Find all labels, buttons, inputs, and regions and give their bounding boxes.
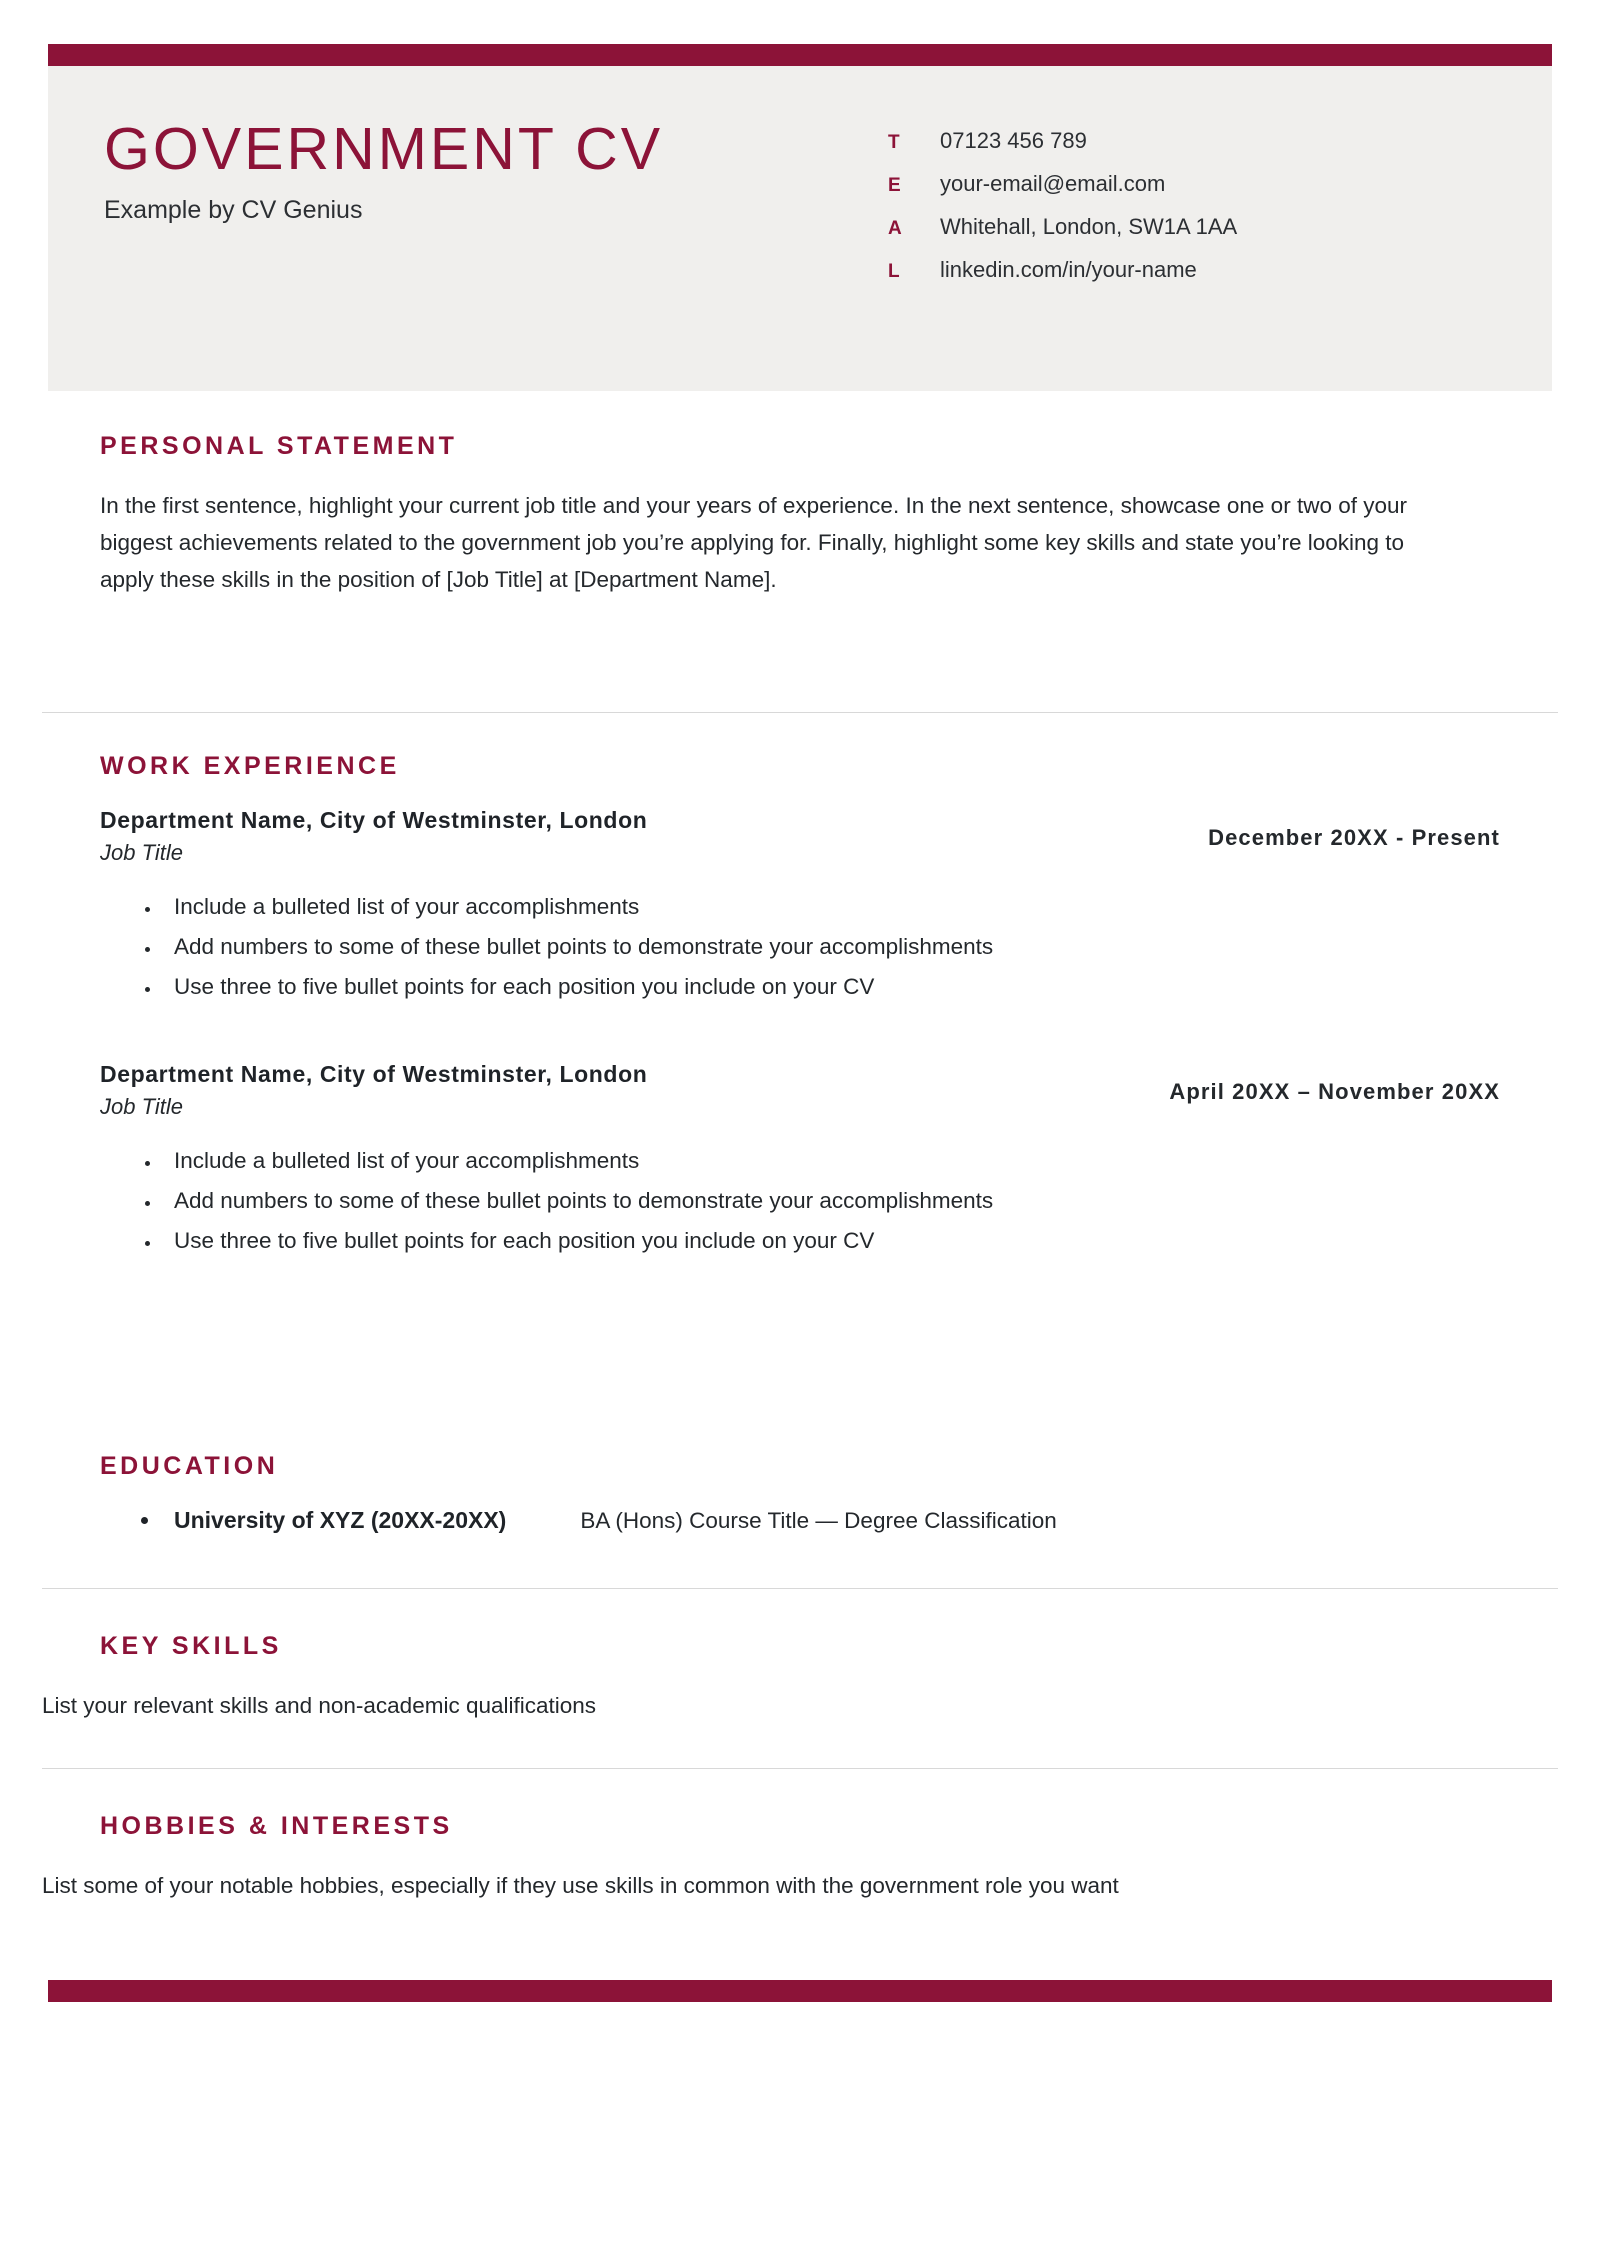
hobbies-text: List some of your notable hobbies, especially if they use skills in common with the government role you want xyxy=(42,1873,1119,1898)
contact-row-address xyxy=(888,214,1528,240)
address-icon: A xyxy=(888,218,903,239)
education-detail: BA (Hons) Course Title — Degree Classification xyxy=(580,1508,1057,1533)
section-title-personal-statement: PERSONAL STATEMENT xyxy=(100,432,458,460)
section-key-skills xyxy=(42,1632,1500,1724)
work-entry-header xyxy=(100,1061,1500,1120)
section-hobbies xyxy=(42,1812,1500,1904)
section-title-key-skills: KEY SKILLS xyxy=(100,1632,282,1660)
contact-row-phone xyxy=(888,128,1528,154)
page-title: GOVERNMENT CV xyxy=(104,116,664,182)
section-personal-statement xyxy=(100,432,1500,598)
header-identity xyxy=(48,66,888,225)
work-entry-employer: Department Name, City of Westminster, London xyxy=(100,1060,648,1087)
header-subtitle: Example by CV Genius xyxy=(104,195,363,224)
contact-address-value: Whitehall, London, SW1A 1AA xyxy=(940,214,1238,239)
work-entry xyxy=(100,807,1500,1005)
work-entry-dates: December 20XX - Present xyxy=(1208,825,1500,850)
work-entry-bullets xyxy=(100,1144,1500,1259)
list-item: • Use three to five bullet points for each position you include on your CV xyxy=(162,1224,1500,1258)
contact-row-linkedin xyxy=(888,257,1528,283)
list-item: • Add numbers to some of these bullet points to demonstrate your accomplishments xyxy=(162,930,1500,964)
contact-email-value[interactable]: your-email@email.com xyxy=(940,171,1166,196)
contact-row-email xyxy=(888,171,1528,197)
education-school: • University of XYZ (20XX-20XX) xyxy=(162,1507,506,1534)
list-item: • Include a bulleted list of your accomplishments xyxy=(162,1144,1500,1178)
divider-after-personal-statement xyxy=(42,712,1558,713)
education-entry xyxy=(100,1507,1500,1534)
work-entry-header xyxy=(100,807,1500,866)
section-education xyxy=(100,1452,1500,1534)
personal-statement-text: In the first sentence, highlight your current job title and your years of experience. In the next sentence, showcase one or two of your biggest achievements related to the government job you’re applying for. Finally, highlight some key skills and state you’re looking to apply these skills in the position of [Job Title] at [Department Name]. xyxy=(100,493,1407,593)
section-title-education: EDUCATION xyxy=(100,1452,279,1480)
linkedin-icon: L xyxy=(888,261,901,282)
work-entry-role: Job Title xyxy=(100,840,183,865)
section-title-work-experience: WORK EXPERIENCE xyxy=(100,752,400,780)
list-item: • Include a bulleted list of your accomplishments xyxy=(162,890,1500,924)
work-entry xyxy=(100,1061,1500,1259)
work-entry-employer: Department Name, City of Westminster, London xyxy=(100,807,648,833)
email-icon: E xyxy=(888,175,902,196)
work-entry-role: Job Title xyxy=(100,1093,183,1119)
list-item: • Add numbers to some of these bullet points to demonstrate your accomplishments xyxy=(162,1184,1500,1218)
top-accent-bar xyxy=(48,44,1552,66)
work-entry-dates: April 20XX – November 20XX xyxy=(1169,1078,1500,1104)
section-work-experience xyxy=(100,752,1500,1264)
work-entry-bullets xyxy=(100,890,1500,1005)
contact-linkedin-value[interactable]: linkedin.com/in/your-name xyxy=(940,257,1197,282)
bottom-accent-bar xyxy=(48,1980,1552,2002)
key-skills-text: List your relevant skills and non-academic qualifications xyxy=(42,1693,597,1718)
section-title-hobbies: HOBBIES & INTERESTS xyxy=(100,1812,453,1840)
divider-after-key-skills xyxy=(42,1768,1558,1769)
phone-icon: T xyxy=(888,132,901,153)
contact-list xyxy=(888,66,1528,300)
contact-phone-value: 07123 456 789 xyxy=(940,128,1087,153)
cv-header xyxy=(48,66,1552,391)
list-item: • Use three to five bullet points for each position you include on your CV xyxy=(162,970,1500,1004)
divider-after-education xyxy=(42,1588,1558,1589)
education-school-list xyxy=(100,1507,506,1534)
